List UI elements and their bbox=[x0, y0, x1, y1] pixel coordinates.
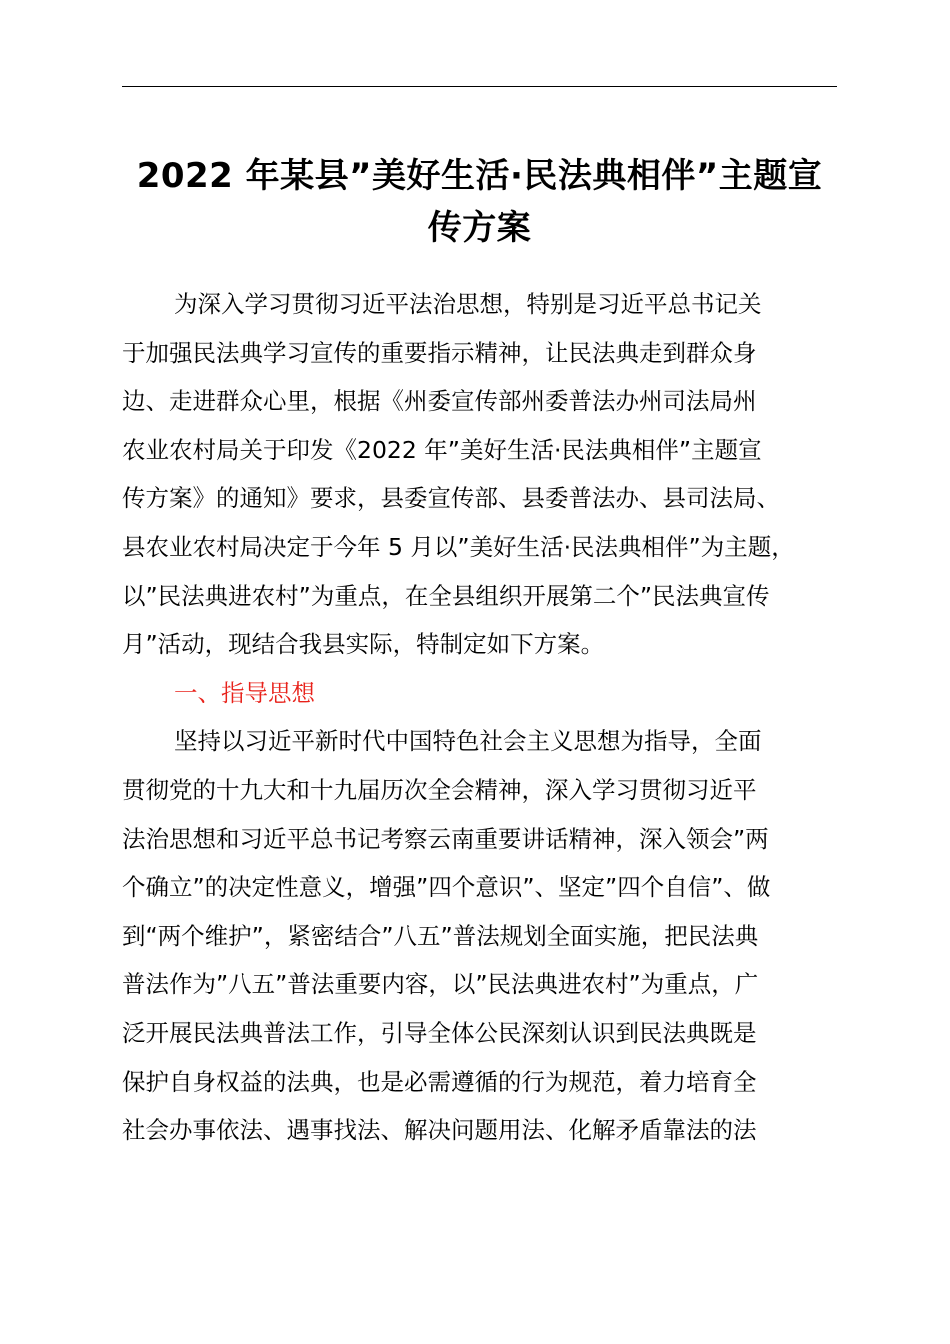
document-body bbox=[122, 280, 837, 1155]
section1-line: 普法作为”八五”普法重要内容，以”民法典进农村”为重点，广 bbox=[122, 970, 759, 999]
document-title bbox=[122, 150, 837, 254]
title-line-1: 2022 年某县”美好生活·民法典相伴”主题宣 bbox=[136, 156, 823, 196]
intro-line: 为深入学习贯彻习近平法治思想，特别是习近平总书记关 bbox=[174, 290, 762, 318]
intro-line: 传方案》的通知》要求，县委宣传部、县委普法办、县司法局、 bbox=[122, 484, 780, 513]
section1-line: 个确立”的决定性意义，增强”四个意识”、坚定”四个自信”、做 bbox=[122, 873, 771, 902]
section1-line: 泛开展民法典普法工作，引导全体公民深刻认识到民法典既是 bbox=[122, 1018, 757, 1047]
section-heading-guiding-ideology: 一、指导思想 bbox=[174, 678, 315, 707]
section1-line: 社会办事依法、遇事找法、解决问题用法、化解矛盾靠法的法 bbox=[122, 1116, 757, 1145]
intro-line: 县农业农村局决定于今年 5 月以”美好生活·民法典相伴”为主题， bbox=[122, 532, 795, 561]
header-rule bbox=[122, 86, 837, 87]
intro-line: 月”活动，现结合我县实际，特制定如下方案。 bbox=[122, 630, 605, 659]
intro-line: 于加强民法典学习宣传的重要指示精神，让民法典走到群众身 bbox=[122, 338, 757, 367]
section1-line: 到“两个维护”，紧密结合”八五”普法规划全面实施，把民法典 bbox=[122, 921, 759, 950]
intro-line: 农业农村局关于印发《2022 年”美好生活·民法典相伴”主题宣 bbox=[122, 435, 762, 464]
intro-line: 以”民法典进农村”为重点，在全县组织开展第二个”民法典宣传 bbox=[122, 581, 770, 610]
title-line-2: 传方案 bbox=[427, 208, 532, 248]
section1-line: 保护自身权益的法典，也是必需遵循的行为规范，着力培育全 bbox=[122, 1067, 757, 1096]
intro-paragraph bbox=[122, 280, 837, 669]
section1-line: 坚持以习近平新时代中国特色社会主义思想为指导，全面 bbox=[174, 727, 762, 756]
intro-line: 边、走进群众心里，根据《州委宣传部州委普法办州司法局州 bbox=[122, 387, 757, 416]
section1-line: 贯彻党的十九大和十九届历次全会精神，深入学习贯彻习近平 bbox=[122, 775, 757, 804]
section1-line: 法治思想和习近平总书记考察云南重要讲话精神，深入领会”两 bbox=[122, 824, 769, 853]
section1-paragraph bbox=[122, 717, 837, 1154]
